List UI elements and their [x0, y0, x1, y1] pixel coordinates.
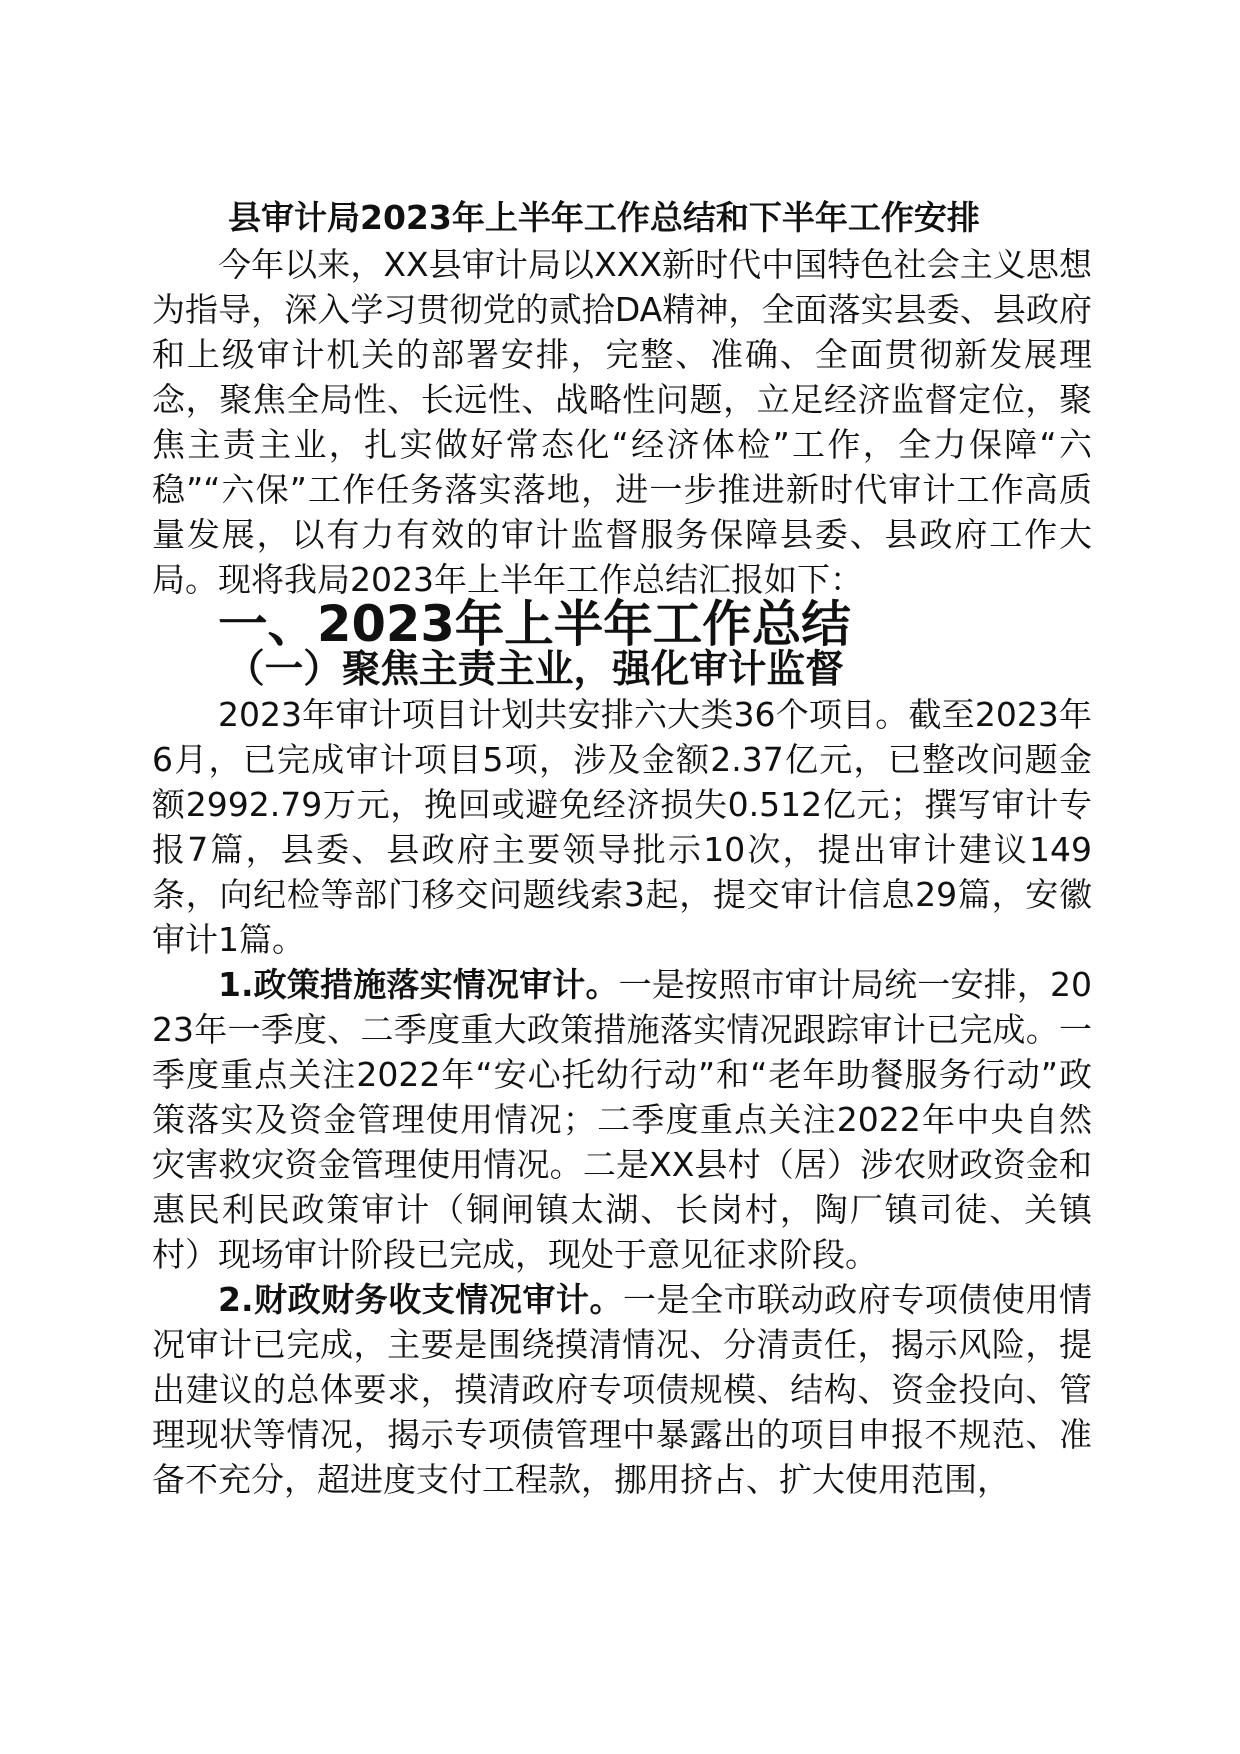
document-title: 县审计局2023年上半年工作总结和下半年工作安排 — [228, 198, 980, 237]
item-1-lead: 1.政策措施落实情况审计。 — [218, 965, 619, 1004]
item-1-body: 一是按照市审计局统一安排，2023年一季度、二季度重大政策措施落实情况跟踪审计已完成。一季度重点关注2022年“安心托幼行动”和“老年助餐服务行动”政策落实及资金管理使用情况；二季度重点关注2022年中央自然灾害救灾资金管理使用情况。二是XX县村（居）涉农财政资金和惠民利民政策审计（铜闸镇太湖、长岗村，陶厂镇司徒、关镇村）现场审计阶段已完成，现处于意见征求阶段。 — [152, 965, 1093, 1274]
item-1-paragraph — [152, 962, 1092, 1277]
intro-paragraph: 今年以来，XX县审计局以XXX新时代中国特色社会主义思想为指导，深入学习贯彻党的贰拾DA精神，全面落实县委、县政府和上级审计机关的部署安排，完整、准确、全面贯彻新发展理念，聚焦全局性、长远性、战略性问题，立足经济监督定位，聚焦主责主业，扎实做好常态化“经济体检”工作，全力保障“六稳”“六保”工作任务落实落地，进一步推进新时代审计工作高质量发展，以有力有效的审计监督服务保障县委、县政府工作大局。现将我局2023年上半年工作总结汇报如下： — [152, 245, 1092, 599]
item-2-body: 一是全市联动政府专项债使用情况审计已完成，主要是围绕摸清情况、分清责任，揭示风险，提出建议的总体要求，摸清政府专项债规模、结构、资金投向、管理现状等情况，揭示专项债管理中暴露出的项目申报不规范、准备不充分，超进度支付工程款，挪用挤占、扩大使用范围， — [152, 1280, 1093, 1499]
item-2-paragraph — [152, 1277, 1092, 1502]
subsection-heading-1: （一）聚焦主责主业，强化审计监督 — [226, 647, 844, 692]
item-2-lead: 2.财政财务收支情况审计。 — [218, 1280, 623, 1319]
section-heading-1: 一、2023年上半年工作总结 — [218, 595, 851, 653]
document-page — [152, 195, 1092, 1502]
summary-paragraph: 2023年审计项目计划共安排六大类36个项目。截至2023年6月，已完成审计项目5项，涉及金额2.37亿元，已整改问题金额2992.79万元，挽回或避免经济损失0.512亿元；撰写审计专报7篇，县委、县政府主要领导批示10次，提出审计建议149条，向纪检等部门移交问题线索3起，提交审计信息29篇，安徽审计1篇。 — [152, 695, 1092, 959]
